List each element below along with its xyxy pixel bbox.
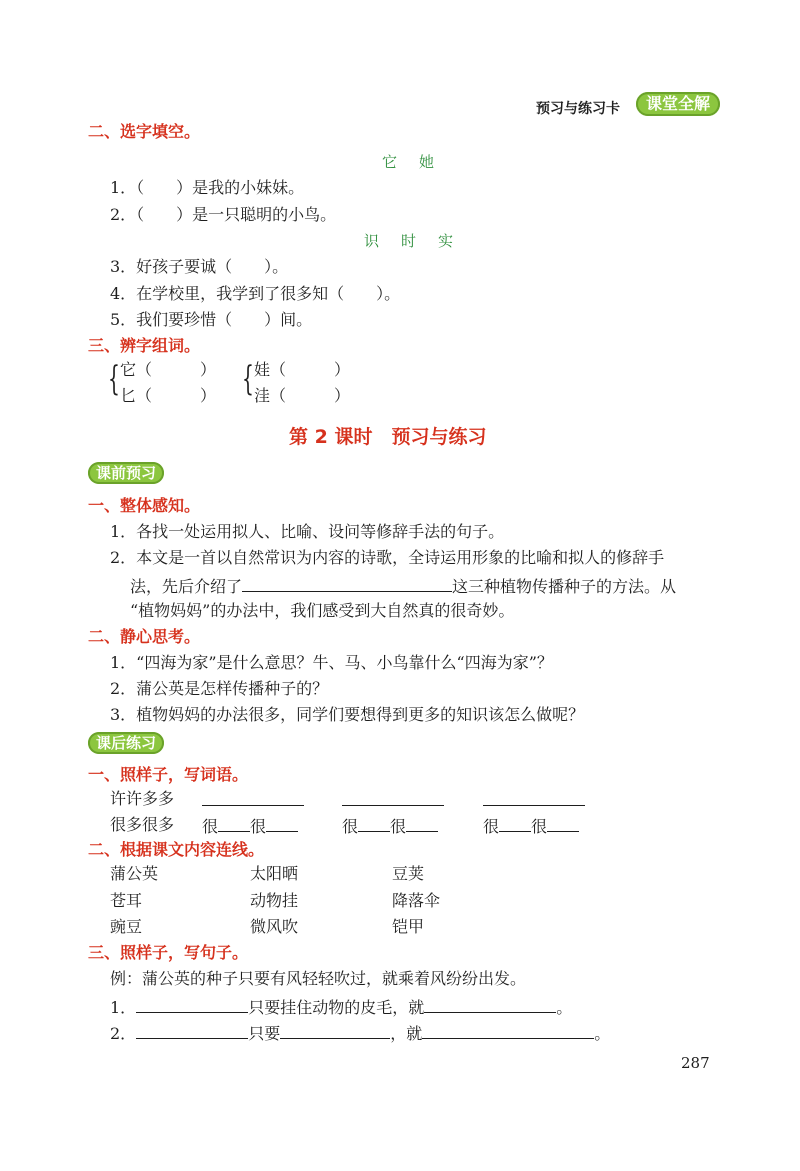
word-group-1 [372, 151, 446, 172]
hen-pattern-2 [342, 815, 438, 837]
word: 它 [382, 153, 400, 171]
section-sentence-title: 三、照样子，写句子。 [88, 943, 249, 962]
hen-blank[interactable] [266, 815, 298, 832]
think-item-2: 2．蒲公英是怎样传播种子的？ [110, 679, 329, 698]
text-segment: 只要挂住动物的皮毛，就 [248, 998, 425, 1017]
section-select-title: 二、选字填空。 [88, 122, 201, 141]
text-segment: 法，先后介绍了 [130, 577, 243, 596]
select-item-3: 3．好孩子要诚（ ）。 [110, 257, 289, 276]
text-segment: 这三种植物传播种子的方法。从 [452, 577, 677, 596]
perception-item-2-line-3: “植物妈妈”的办法中，我们感受到大自然真的很奇妙。 [130, 601, 515, 620]
connect-col2-item: 太阳晒 [250, 864, 299, 883]
connect-col3-item: 豆荚 [392, 864, 425, 883]
connect-col3-item: 降落伞 [392, 891, 441, 910]
connect-col2-item: 微风吹 [250, 917, 299, 936]
word: 她 [419, 153, 437, 171]
connect-col1-item: 蒲公英 [110, 864, 159, 883]
hen-pattern-1 [202, 815, 298, 837]
section-distinguish-title: 三、辨字组词。 [88, 336, 201, 355]
sentence-example: 例：蒲公英的种子只要有风轻轻吹过，就乘着风纷纷出发。 [110, 969, 527, 988]
post-practice-badge: 课后练习 [88, 732, 164, 754]
distinguish-left-2: 匕（ ） [120, 386, 217, 405]
connect-col1-item: 豌豆 [110, 917, 143, 936]
word: 时 [401, 232, 419, 250]
hen-blank[interactable] [358, 815, 390, 832]
perception-item-2-line-1: 2．本文是一首以自然常识为内容的诗歌，全诗运用形象的比喻和拟人的修辞手 [110, 548, 665, 567]
hen-char: 很 [202, 817, 219, 836]
sentence-blank[interactable] [136, 996, 248, 1013]
word-blank[interactable] [202, 789, 304, 806]
sentence-blank[interactable] [424, 996, 556, 1013]
perception-item-1: 1．各找一处运用拟人、比喻、设问等修辞手法的句子。 [110, 522, 505, 541]
hen-char: 很 [483, 817, 500, 836]
text-segment: 。 [556, 998, 573, 1017]
select-item-5: 5．我们要珍惜（ ）间。 [110, 310, 313, 329]
distinguish-left-1: 它（ ） [120, 360, 217, 379]
hen-blank[interactable] [406, 815, 438, 832]
word-example-1: 许许多多 [110, 789, 175, 808]
text-segment: 。 [594, 1024, 611, 1043]
distinguish-right-2: 洼（ ） [254, 386, 351, 405]
select-item-4: 4．在学校里，我学到了很多知（ ）。 [110, 284, 401, 303]
fill-blank[interactable] [242, 575, 452, 592]
sentence-blank[interactable] [280, 1022, 390, 1039]
select-item-1: 1．（ ）是我的小妹妹。 [110, 178, 305, 197]
sentence-blank[interactable] [136, 1022, 248, 1039]
hen-char: 很 [531, 817, 548, 836]
sentence-line-1 [110, 996, 572, 1018]
distinguish-right-1: 娃（ ） [254, 360, 351, 379]
card-label: 预习与练习卡 [536, 101, 620, 117]
hen-blank[interactable] [547, 815, 579, 832]
word-example-2: 很多很多 [110, 815, 175, 834]
lesson-title: 第 2 课时 预习与练习 [289, 426, 487, 448]
line-number: 1． [110, 998, 137, 1017]
hen-blank[interactable] [218, 815, 250, 832]
text-segment: ，就 [390, 1024, 423, 1043]
hen-char: 很 [250, 817, 267, 836]
word-blank[interactable] [483, 789, 585, 806]
section-perception-title: 一、整体感知。 [88, 496, 201, 515]
section-words-title: 一、照样子，写词语。 [88, 765, 249, 784]
header-badge: 课堂全解 [636, 92, 720, 116]
hen-char: 很 [390, 817, 407, 836]
word-blank[interactable] [342, 789, 444, 806]
section-connect-title: 二、根据课文内容连线。 [88, 840, 265, 859]
section-think-title: 二、静心思考。 [88, 627, 201, 646]
select-item-2: 2．（ ）是一只聪明的小鸟。 [110, 205, 337, 224]
line-number: 2． [110, 1024, 137, 1043]
think-item-1: 1．“四海为家”是什么意思？牛、马、小鸟靠什么“四海为家”？ [110, 653, 553, 672]
word: 实 [438, 232, 456, 250]
page-number: 287 [681, 1054, 710, 1072]
think-item-3: 3．植物妈妈的办法很多，同学们要想得到更多的知识该怎么做呢？ [110, 705, 585, 724]
perception-item-2-line-2 [130, 575, 676, 597]
connect-col2-item: 动物挂 [250, 891, 299, 910]
connect-col3-item: 铠甲 [392, 917, 425, 936]
text-segment: 只要 [248, 1024, 281, 1043]
brace-left: { [108, 359, 120, 399]
pre-study-badge: 课前预习 [88, 462, 164, 484]
hen-blank[interactable] [499, 815, 531, 832]
hen-char: 很 [342, 817, 359, 836]
hen-pattern-3 [483, 815, 579, 837]
sentence-line-2 [110, 1022, 610, 1044]
word: 识 [364, 232, 382, 250]
brace-right: { [242, 359, 254, 399]
connect-col1-item: 苍耳 [110, 891, 143, 910]
sentence-blank[interactable] [422, 1022, 594, 1039]
word-group-2 [354, 230, 465, 251]
